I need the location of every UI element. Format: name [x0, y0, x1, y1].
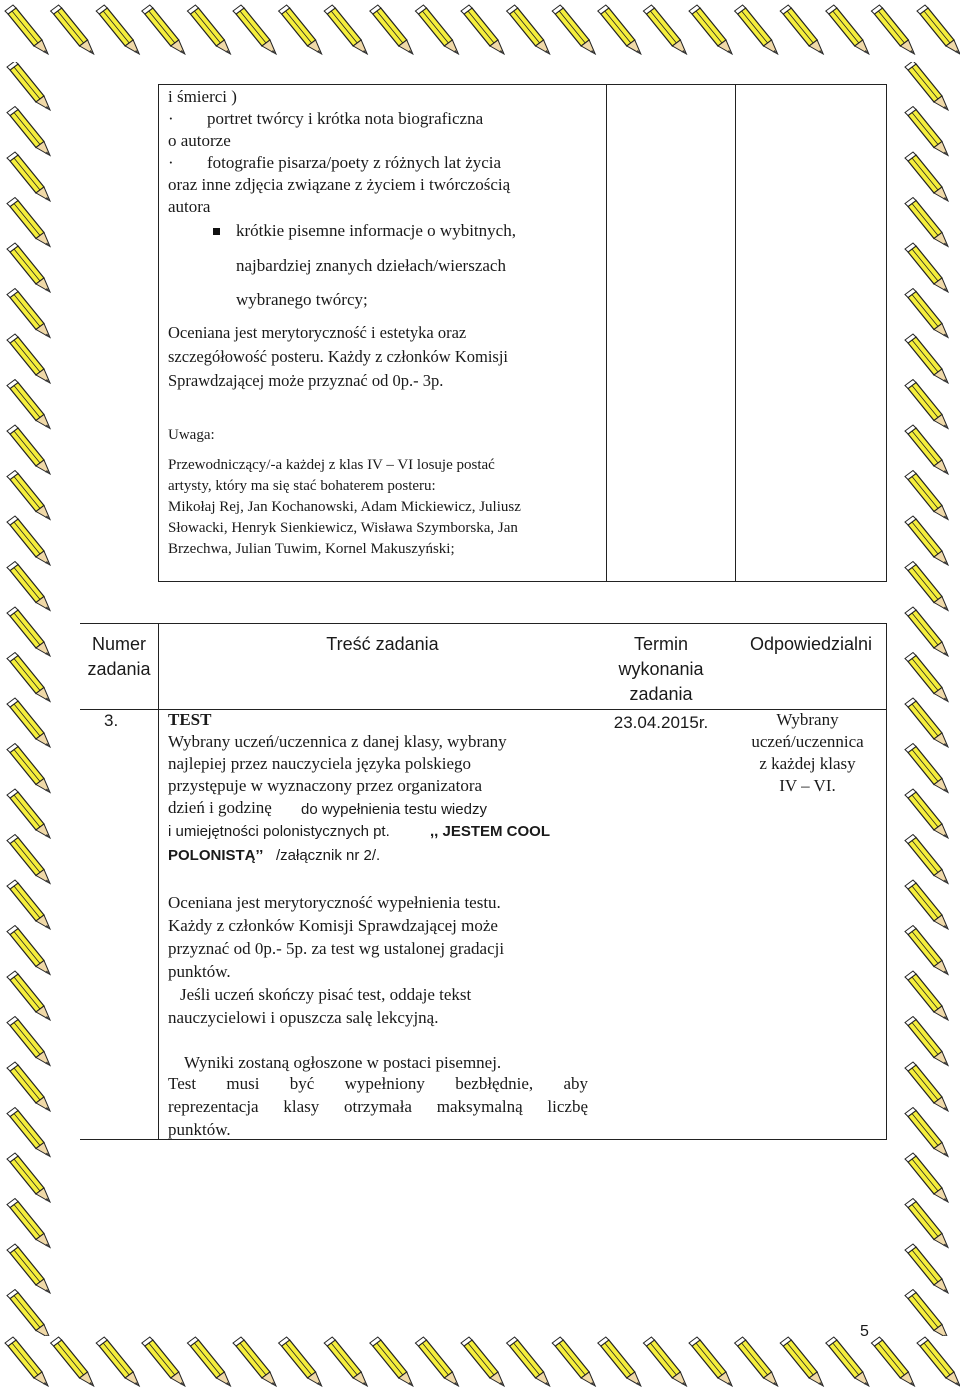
pencil-icon — [643, 1337, 686, 1386]
task-line: i umiejętności polonistycznych pt. — [168, 823, 390, 840]
pencil-icon — [905, 698, 948, 747]
test-title-part2: POLONISTĄ’’ — [168, 847, 264, 864]
pencil-icon — [279, 1337, 322, 1386]
pencil-icon — [507, 5, 550, 54]
rule-line: Test musi być wypełniony bezbłędnie, aby — [168, 1074, 588, 1093]
pencil-icon — [917, 5, 960, 54]
pencil-icon — [7, 789, 50, 838]
text-line: o autorze — [168, 131, 231, 150]
pencil-icon — [735, 1337, 778, 1386]
pencil-icon — [279, 5, 322, 54]
task-line: dzień i godzinę — [168, 798, 272, 817]
task-line: Wybrany uczeń/uczennica z danej klasy, wybrany — [168, 732, 507, 751]
pencil-icon — [324, 1337, 367, 1386]
pencil-icon — [905, 1017, 948, 1066]
pencil-icon — [905, 880, 948, 929]
responsible-line: z każdej klasy — [759, 754, 856, 773]
pencil-icon — [7, 1199, 50, 1248]
pencil-icon — [7, 62, 50, 110]
pencil-icon — [187, 5, 230, 54]
note-line: Słowacki, Henryk Sienkiewicz, Wisława Szymborska, Jan — [168, 520, 518, 536]
text-line: Sprawdzającej może przyznać od 0p.- 3p. — [168, 371, 444, 390]
pencil-icon — [7, 289, 50, 338]
pencil-icon — [735, 5, 778, 54]
task-line: do wypełnienia testu wiedzy — [301, 801, 487, 818]
pencil-icon — [142, 5, 185, 54]
header-task-content: Treść zadania — [326, 634, 439, 654]
note-line: Brzechwa, Julian Tuwim, Kornel Makuszyński; — [168, 541, 455, 557]
note-line: Przewodniczący/-a każdej z klas IV – VI losuje postać — [168, 457, 495, 473]
pencil-icon — [871, 1337, 914, 1386]
pencil-icon — [871, 5, 914, 54]
pencil-icon — [324, 5, 367, 54]
text-line: oraz inne zdjęcia związane z życiem i twórczością — [168, 175, 511, 194]
header-responsible: Odpowiedzialni — [749, 634, 873, 654]
task-line: przystępuje w wyznaczony przez organizatora — [168, 776, 483, 795]
pencil-icon — [905, 607, 948, 656]
pencil-icon — [905, 152, 948, 201]
rule-line: reprezentacja klasy otrzymała maksymalną liczbę — [168, 1097, 588, 1116]
pencil-icon — [7, 516, 50, 565]
task-title: TEST — [168, 710, 212, 729]
pencil-icon — [643, 5, 686, 54]
pencil-icon — [598, 5, 641, 54]
pencil-icon — [905, 380, 948, 429]
pencil-icon — [7, 607, 50, 656]
dot-bullet-icon: · — [168, 109, 174, 128]
pencil-icon — [5, 5, 48, 54]
pencil-icon — [7, 880, 50, 929]
pencil-border-top — [0, 0, 960, 62]
pencil-icon — [7, 1153, 50, 1202]
header-deadline: zadania — [629, 684, 693, 704]
rule-line: Wyniki zostaną ogłoszone w postaci pisemnej. — [184, 1053, 502, 1072]
square-bullet-icon — [213, 228, 220, 235]
pencil-icon — [905, 425, 948, 474]
text-line: krótkie pisemne informacje o wybitnych, — [236, 221, 516, 240]
pencil-icon — [7, 380, 50, 429]
pencil-icon — [7, 1017, 50, 1066]
pencil-icon — [7, 562, 50, 611]
text-line: i śmierci ) — [168, 87, 237, 106]
rule-line: Każdy z członków Komisji Sprawdzającej może — [168, 916, 498, 935]
note-line: Mikołaj Rej, Jan Kochanowski, Adam Mickiewicz, Juliusz — [168, 499, 521, 515]
responsible-line: IV – VI. — [779, 776, 836, 795]
pencil-icon — [7, 926, 50, 975]
pencil-icon — [552, 5, 595, 54]
pencil-icon — [826, 1337, 869, 1386]
pencil-icon — [780, 5, 823, 54]
pencil-icon — [905, 198, 948, 247]
attachment-ref: /załącznik nr 2/. — [276, 847, 381, 864]
pencil-pattern — [0, 1336, 960, 1390]
pencil-icon — [7, 698, 50, 747]
pencil-icon — [905, 789, 948, 838]
header-deadline: wykonania — [618, 659, 704, 679]
pencil-icon — [142, 1337, 185, 1386]
pencil-icon — [7, 1290, 50, 1337]
pencil-icon — [780, 1337, 823, 1386]
pencil-border-bottom — [0, 1336, 960, 1390]
pencil-icon — [7, 198, 50, 247]
pencil-pattern — [0, 62, 62, 1336]
pencil-icon — [461, 1337, 504, 1386]
pencil-icon — [415, 1337, 458, 1386]
pencil-icon — [7, 1062, 50, 1111]
header-deadline: Termin — [633, 634, 688, 654]
pencil-icon — [905, 835, 948, 884]
pencil-icon — [905, 289, 948, 338]
note-label: Uwaga: — [168, 427, 215, 443]
pencil-icon — [905, 516, 948, 565]
pencil-icon — [415, 5, 458, 54]
pencil-icon — [826, 5, 869, 54]
task-deadline: 23.04.2015r. — [613, 713, 709, 732]
pencil-icon — [552, 1337, 595, 1386]
rule-line: punktów. — [168, 1120, 231, 1139]
text-line: fotografie pisarza/poety z różnych lat życia — [207, 153, 502, 172]
pencil-icon — [905, 971, 948, 1020]
pencil-icon — [905, 926, 948, 975]
pencil-icon — [905, 1199, 948, 1248]
pencil-icon — [905, 62, 948, 110]
rule-line: przyznać od 0p.- 5p. za test wg ustalonej gradacji — [168, 939, 505, 958]
pencil-icon — [905, 1244, 948, 1293]
pencil-icon — [233, 1337, 276, 1386]
pencil-icon — [507, 1337, 550, 1386]
pencil-icon — [51, 5, 94, 54]
pencil-icon — [7, 425, 50, 474]
pencil-icon — [96, 5, 139, 54]
pencil-icon — [7, 1244, 50, 1293]
header-number: Numer — [91, 634, 146, 654]
pencil-icon — [905, 107, 948, 156]
pencil-icon — [5, 1337, 48, 1386]
rule-line: Oceniana jest merytoryczność wypełnienia testu. — [168, 893, 501, 912]
pencil-icon — [7, 1108, 50, 1157]
text-line: wybranego twórcy; — [236, 290, 368, 309]
note-line: artysty, który ma się stać bohaterem posteru: — [168, 478, 436, 494]
rule-line: Jeśli uczeń skończy pisać test, oddaje tekst — [180, 985, 472, 1004]
pencil-icon — [917, 1337, 960, 1386]
rule-line: nauczycielowi i opuszcza salę lekcyjną. — [168, 1008, 439, 1027]
pencil-icon — [7, 653, 50, 702]
pencil-icon — [7, 152, 50, 201]
text-line: szczegółowość posteru. Każdy z członków Komisji — [168, 347, 508, 366]
pencil-icon — [7, 243, 50, 292]
responsible-line: uczeń/uczennica — [751, 732, 864, 751]
pencil-pattern — [898, 62, 960, 1336]
pencil-icon — [7, 334, 50, 383]
pencil-icon — [370, 1337, 413, 1386]
test-title-part1: ,, JESTEM COOL — [430, 823, 551, 840]
pencil-icon — [689, 5, 732, 54]
pencil-icon — [51, 1337, 94, 1386]
task-number: 3. — [104, 711, 119, 730]
pencil-border-right — [898, 62, 960, 1336]
pencil-icon — [905, 744, 948, 793]
pencil-icon — [905, 1108, 948, 1157]
text-line: Oceniana jest merytoryczność i estetyka oraz — [168, 323, 467, 342]
pencil-icon — [689, 1337, 732, 1386]
pencil-icon — [598, 1337, 641, 1386]
pencil-icon — [370, 5, 413, 54]
responsible-line: Wybrany — [776, 710, 839, 729]
page-number: 5 — [860, 1323, 869, 1340]
text-line: portret twórcy i krótka nota biograficzna — [207, 109, 484, 128]
pencil-icon — [187, 1337, 230, 1386]
pencil-icon — [905, 1062, 948, 1111]
pencil-pattern — [0, 0, 960, 62]
rule-line: punktów. — [168, 962, 231, 981]
pencil-icon — [7, 744, 50, 793]
task-line: najlepiej przez nauczyciela języka polskiego — [168, 754, 472, 773]
text-line: autora — [168, 197, 211, 216]
pencil-icon — [96, 1337, 139, 1386]
pencil-icon — [7, 835, 50, 884]
pencil-icon — [905, 653, 948, 702]
pencil-icon — [905, 243, 948, 292]
pencil-icon — [905, 1153, 948, 1202]
dot-bullet-icon: · — [168, 153, 174, 172]
pencil-icon — [7, 107, 50, 156]
pencil-icon — [905, 1290, 948, 1337]
pencil-icon — [905, 471, 948, 520]
pencil-icon — [905, 334, 948, 383]
pencil-border-left — [0, 62, 62, 1336]
pencil-icon — [461, 5, 504, 54]
header-number: zadania — [87, 659, 151, 679]
text-line: najbardziej znanych dziełach/wierszach — [236, 256, 506, 275]
pencil-icon — [7, 971, 50, 1020]
pencil-icon — [905, 562, 948, 611]
pencil-icon — [233, 5, 276, 54]
pencil-icon — [7, 471, 50, 520]
